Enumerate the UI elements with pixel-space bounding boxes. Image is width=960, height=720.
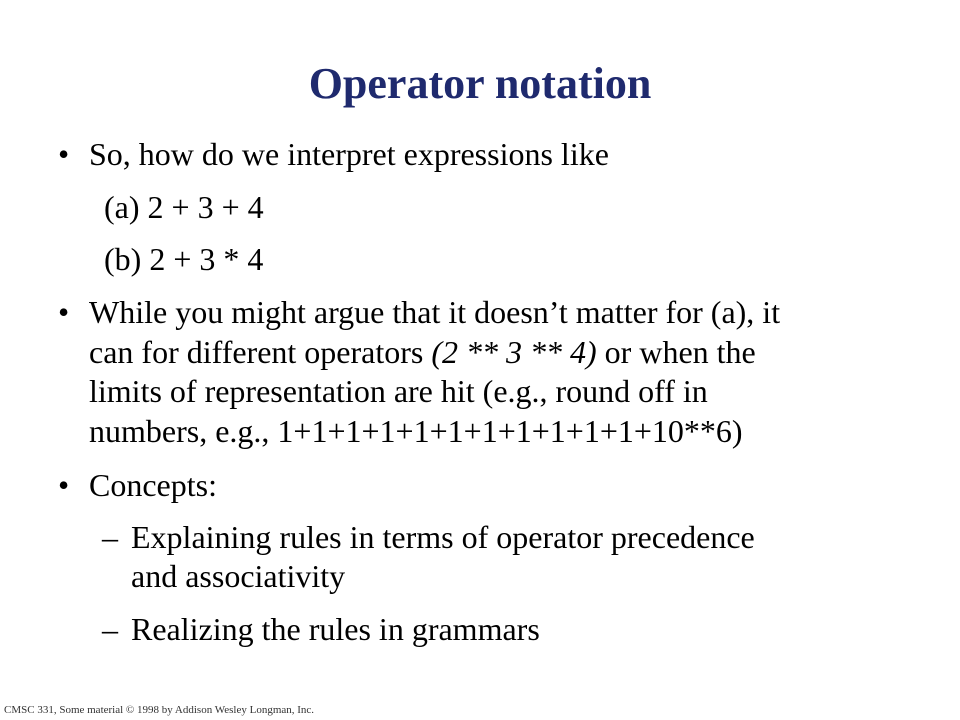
bullet-question-text: So, how do we interpret expressions like bbox=[89, 136, 609, 172]
sub-bullet-precedence-line-1: Explaining rules in terms of operator precedence bbox=[131, 519, 755, 555]
bullet-marker: • bbox=[58, 294, 70, 330]
footer-copyright: CMSC 331, Some material © 1998 by Addison Wesley Longman, Inc. bbox=[4, 704, 315, 716]
sub-bullet-marker: – bbox=[102, 519, 118, 555]
sub-bullet-grammars: Realizing the rules in grammars bbox=[131, 611, 540, 647]
example-b: (b) 2 + 3 * 4 bbox=[104, 241, 264, 277]
bullet-argument-line-3: limits of representation are hit (e.g., round off in bbox=[89, 373, 708, 409]
example-a: (a) 2 + 3 + 4 bbox=[104, 189, 264, 225]
bullet-marker: • bbox=[58, 467, 70, 503]
italic-expression: (2 ** 3 ** 4) bbox=[431, 334, 597, 370]
bullet-argument-line-1: While you might argue that it doesn’t matter for (a), it bbox=[89, 294, 781, 330]
bullet-argument-line-2 bbox=[89, 334, 756, 370]
bullet-argument-line-4: numbers, e.g., 1+1+1+1+1+1+1+1+1+1+1+10**6) bbox=[89, 413, 743, 449]
slide-title: Operator notation bbox=[308, 59, 652, 108]
argument-text-post: or when the bbox=[596, 334, 756, 370]
sub-bullet-marker: – bbox=[102, 611, 118, 647]
sub-bullet-precedence-line-2: and associativity bbox=[131, 558, 346, 594]
argument-text-pre: can for different operators bbox=[89, 334, 432, 370]
bullet-marker: • bbox=[58, 136, 70, 172]
bullet-concepts-text: Concepts: bbox=[89, 467, 217, 503]
